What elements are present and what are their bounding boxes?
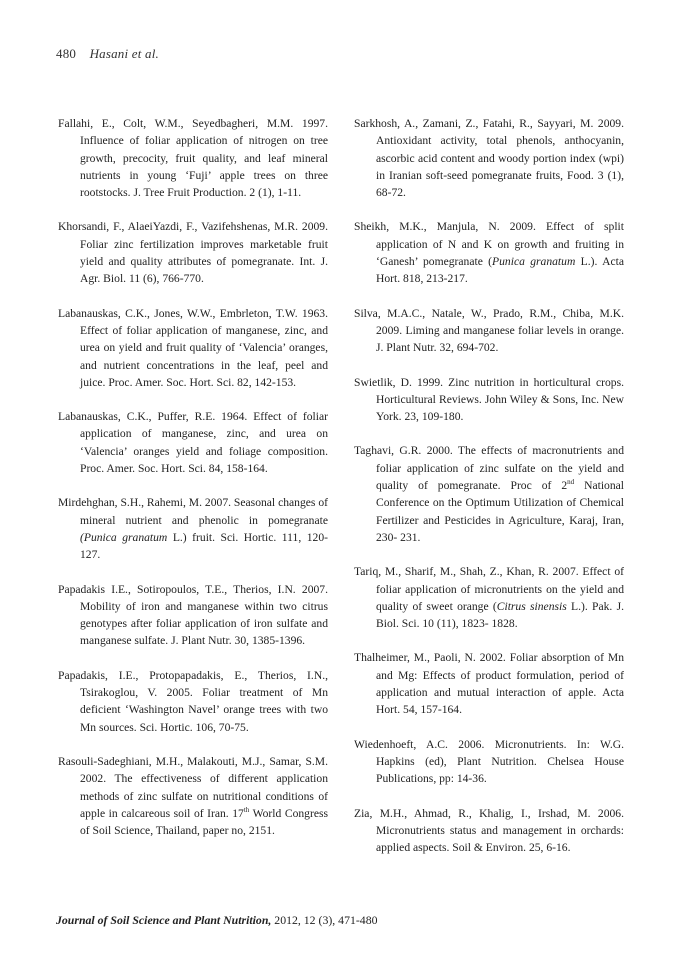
running-header	[56, 46, 159, 62]
reference-entry	[354, 305, 624, 357]
reference-entry	[354, 442, 624, 546]
reference-pre-text: Labanauskas, C.K., Jones, W.W., Embrleton, T.W. 1963. Effect of foliar application of manganese, zinc, and urea on yield and fruit quality of ‘Valencia’ oranges, and nutrient concentrations in the leaf, peel and juice. Proc. Amer. Soc. Hort. Sci. 82, 142-153.	[58, 306, 328, 389]
reference-pre-text: Papadakis, I.E., Protopapadakis, E., Therios, I.N., Tsirakoglou, V. 2005. Foliar treatment of Mn deficient ‘Washington Navel’ orange trees with two Mn sources. Sci. Hortic. 106, 70-75.	[58, 668, 328, 734]
reference-pre-text: Swietlik, D. 1999. Zinc nutrition in horticultural crops. Horticultural Reviews. John Wiley & Sons, Inc. New York. 23, 109-180.	[354, 375, 624, 424]
reference-ital-text: (Punica granatum	[80, 530, 168, 544]
reference-entry	[354, 218, 624, 287]
references-left-column	[58, 115, 328, 856]
running-authors: Hasani et al.	[89, 46, 159, 61]
reference-entry	[58, 305, 328, 391]
journal-name: Journal of Soil Science and Plant Nutrition,	[56, 913, 272, 927]
reference-entry	[354, 805, 624, 857]
reference-entry	[58, 408, 328, 477]
reference-pre-text: Sheikh, M.K., Manjula, N. 2009. Effect of split application of N and K on growth and fruiting in ‘Ganesh’ pomegranate (	[354, 220, 624, 269]
reference-entry	[354, 563, 624, 632]
journal-footer	[56, 913, 378, 928]
reference-pre-text: Wiedenhoeft, A.C. 2006. Micronutrients. In: W.G. Hapkins (ed), Plant Nutrition. Chelsea House Publications, pp: 14-36.	[354, 737, 624, 786]
reference-pre-text: Rasouli-Sadeghiani, M.H., Malakouti, M.J., Samar, S.M. 2002. The effectiveness of different application methods of zinc sulfate on nutritional conditions of apple in calcareous soil of Iran. 17	[58, 754, 328, 820]
reference-post-text: L.). Pak. J. Biol. Sci. 10 (11), 1823- 1828.	[376, 599, 624, 631]
reference-pre-text: Papadakis I.E., Sotiropoulos, T.E., Therios, I.N. 2007. Mobility of iron and manganese within two citrus genotypes after foliar application of iron sulfate and manganese sulfate. J. Plant Nutr. 30, 1385-1396.	[58, 582, 328, 648]
reference-sup-text: th	[243, 805, 250, 814]
reference-post-text: National Conference on the Optimum Utilization of Chemical Fertilizer and Pesticides in Agriculture, Karaj, Iran, 230- 231.	[376, 479, 625, 544]
reference-post-text: L.) fruit. Sci. Hortic. 111, 120-127.	[80, 530, 328, 562]
references-right-column	[354, 115, 624, 873]
reference-pre-text: Fallahi, E., Colt, W.M., Seyedbagheri, M.M. 1997. Influence of foliar application of nitrogen on tree growth, precocity, fruit quality, and leaf mineral nutrients in young ‘Fuji’ apple trees on three rootstocks. J. Tree Fruit Production. 2 (1), 1-11.	[58, 117, 328, 200]
reference-entry	[58, 494, 328, 563]
reference-entry	[58, 218, 328, 287]
reference-pre-text: Tariq, M., Sharif, M., Shah, Z., Khan, R. 2007. Effect of foliar application of micronutrients on the yield and quality of sweet orange (	[354, 565, 624, 613]
reference-pre-text: Silva, M.A.C., Natale, W., Prado, R.M., Chiba, M.K. 2009. Liming and manganese foliar levels in orange. J. Plant Nutr. 32, 694-702.	[354, 306, 624, 355]
reference-pre-text: Khorsandi, F., AlaeiYazdi, F., Vazifehshenas, M.R. 2009. Foliar zinc fertilization improves marketable fruit yield and quality attributes of pomegranate. Int. J. Agr. Biol. 11 (6), 766-770.	[58, 220, 328, 286]
reference-pre-text: Labanauskas, C.K., Puffer, R.E. 1964. Effect of foliar application of manganese, zinc, and urea on ‘Valencia’ oranges yield and foliage composition. Proc. Amer. Soc. Hort. Sci. 84, 158-164.	[58, 410, 328, 476]
reference-entry	[58, 667, 328, 736]
reference-ital-text: Citrus sinensis	[496, 599, 567, 613]
reference-entry	[58, 115, 328, 201]
reference-post-text: L.). Acta Hort. 818, 213-217.	[376, 255, 624, 286]
reference-pre-text: Mirdehghan, S.H., Rahemi, M. 2007. Seasonal changes of mineral nutrient and phenolic in pomegranate	[58, 496, 328, 527]
reference-entry	[354, 374, 624, 426]
reference-entry	[58, 753, 328, 839]
journal-citation: 2012, 12 (3), 471-480	[271, 913, 378, 927]
reference-pre-text: Zia, M.H., Ahmad, R., Khalig, I., Irshad, M. 2006. Micronutrients status and management in orchards: applied aspects. Soil & Environ. 25, 6-16.	[354, 806, 624, 855]
reference-entry	[354, 649, 624, 718]
reference-pre-text: Taghavi, G.R. 2000. The effects of macronutrients and foliar application of zinc sulfate on the yield and quality of pomegranate. Proc of 2	[354, 444, 624, 493]
reference-sup-text: nd	[567, 478, 575, 487]
reference-entry	[354, 115, 624, 201]
page-number: 480	[56, 46, 77, 61]
reference-post-text: World Congress of Soil Science, Thailand, paper no, 2151.	[80, 806, 329, 838]
reference-entry	[354, 736, 624, 788]
reference-entry	[58, 581, 328, 650]
reference-pre-text: Thalheimer, M., Paoli, N. 2002. Foliar absorption of Mn and Mg: Effects of product formulation, period of application and mutual interaction of apple. Acta Hort. 54, 157-164.	[354, 651, 624, 717]
reference-pre-text: Sarkhosh, A., Zamani, Z., Fatahi, R., Sayyari, M. 2009. Antioxidant activity, total phenols, anthocyanin, ascorbic acid content and woody portion index (wpi) in Iranian soft-seed pomegranate fruits, Food. 3 (1), 68-72.	[354, 117, 624, 200]
reference-ital-text: Punica granatum	[492, 255, 576, 269]
